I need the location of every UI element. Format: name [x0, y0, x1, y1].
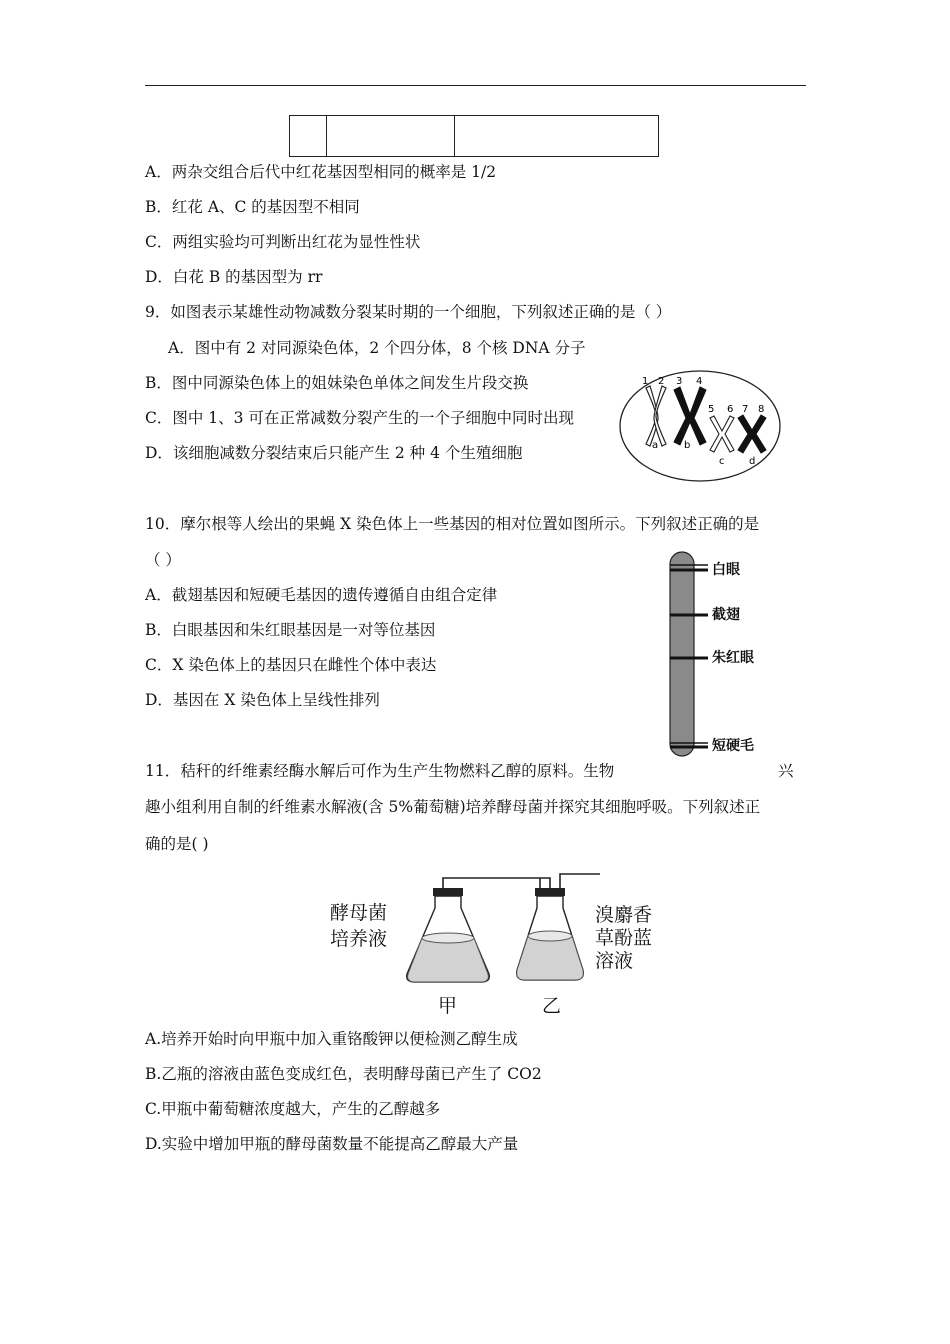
chromosome-number-5: 5 — [708, 404, 715, 415]
q11-option-a: A.培养开始时向甲瓶中加入重铬酸钾以便检测乙醇生成 — [145, 1030, 518, 1048]
q11-option-d: D.实验中增加甲瓶的酵母菌数量不能提高乙醇最大产量 — [145, 1135, 519, 1153]
gene-label-cut-wing: 截翅 — [712, 607, 740, 623]
table-fragment — [289, 115, 659, 157]
chromosome-letter-d: d — [749, 456, 756, 467]
flask-b-liquid — [517, 936, 584, 980]
header-rule — [145, 85, 806, 86]
flask-a-liquid-surface — [422, 933, 474, 943]
q11-stem-line3: 确的是( ) — [145, 835, 209, 853]
chromosome-number-7: 7 — [742, 404, 749, 415]
chromosome-number-3: 3 — [676, 376, 683, 387]
flask-b-name: 乙 — [542, 995, 562, 1017]
q9-option-b: B．图中同源染色体上的姐妹染色单体之间发生片段交换 — [145, 374, 529, 392]
flask-a-label-line2: 培养液 — [330, 928, 388, 950]
chromosome-number-6: 6 — [727, 404, 734, 415]
q10-option-a: A．截翅基因和短硬毛基因的遗传遵循自由组合定律 — [145, 586, 498, 604]
q10-paren: （ ） — [145, 551, 181, 569]
q9-stem: 9．如图表示某雄性动物减数分裂某时期的一个细胞，下列叙述正确的是（ ） — [145, 303, 672, 321]
flask-b-label-line2: 草酚蓝 — [595, 927, 653, 949]
q11-stem-line1-end: 兴 — [778, 762, 794, 780]
q9-option-d: D．该细胞减数分裂结束后只能产生 2 种 4 个生殖细胞 — [145, 444, 523, 462]
cell-figure — [618, 368, 786, 484]
chromosome-number-4: 4 — [696, 376, 703, 387]
chromosome-a — [646, 386, 666, 446]
q8-option-b: B．红花 A、C 的基因型不相同 — [145, 198, 360, 216]
chromosome-letter-b: b — [684, 440, 691, 451]
chromosome-number-1: 1 — [642, 376, 649, 387]
q10-option-d: D．基因在 X 染色体上呈线性排列 — [145, 691, 380, 709]
q11-option-c: C.甲瓶中葡萄糖浓度越大，产生的乙醇越多 — [145, 1100, 441, 1118]
q9-option-a: A．图中有 2 对同源染色体，2 个四分体，8 个核 DNA 分子 — [168, 339, 586, 357]
q8-option-a: A．两杂交组合后代中红花基因型相同的概率是 1/2 — [145, 163, 497, 181]
flask-b-label-line1: 溴麝香 — [595, 904, 653, 926]
q10-stem: 10．摩尔根等人绘出的果蝇 X 染色体上一些基因的相对位置如图所示。下列叙述正确的是 — [145, 515, 760, 533]
flask-b-stopper — [535, 888, 565, 896]
flask-b-label-line3: 溶液 — [595, 950, 634, 972]
q9-option-c: C．图中 1、3 可在正常减数分裂产生的一个子细胞中同时出现 — [145, 409, 574, 427]
x-chromosome-body — [670, 552, 694, 756]
q11-stem-line2: 趣小组利用自制的纤维素水解液(含 5%葡萄糖)培养酵母菌并探究其细胞呼吸。下列叙述正 — [145, 798, 761, 816]
q8-option-d: D．白花 B 的基因型为 rr — [145, 268, 323, 286]
chromosome-letter-a: a — [652, 440, 659, 451]
chromosome-d — [738, 415, 766, 453]
flask-apparatus-figure — [395, 872, 605, 1020]
q11-stem-line1: 11．秸秆的纤维素经酶水解后可作为生产生物燃料乙醇的原料。生物 — [145, 762, 615, 780]
flask-a-stopper — [433, 888, 463, 896]
q11-option-b: B.乙瓶的溶液由蓝色变成红色，表明酵母菌已产生了 CO2 — [145, 1065, 542, 1083]
gene-label-white-eye: 白眼 — [712, 562, 740, 578]
gene-label-short-bristle: 短硬毛 — [712, 738, 754, 754]
q8-option-c: C．两组实验均可判断出红花为显性性状 — [145, 233, 421, 251]
flask-a-label-line1: 酵母菌 — [330, 902, 388, 924]
table-divider-1 — [326, 116, 327, 156]
table-divider-2 — [454, 116, 455, 156]
flask-a-liquid — [408, 938, 489, 982]
q10-option-b: B．白眼基因和朱红眼基因是一对等位基因 — [145, 621, 436, 639]
chromosome-letter-c: c — [719, 456, 725, 467]
q10-option-c: C．X 染色体上的基因只在雌性个体中表达 — [145, 656, 437, 674]
flask-a-name: 甲 — [438, 995, 458, 1017]
chromosome-b — [674, 387, 706, 445]
flask-b-liquid-surface — [528, 931, 572, 941]
chromosome-number-2: 2 — [658, 376, 665, 387]
chromosome-number-8: 8 — [758, 404, 765, 415]
chromosome-c — [710, 416, 734, 452]
gene-label-vermilion-eye: 朱红眼 — [712, 650, 754, 666]
